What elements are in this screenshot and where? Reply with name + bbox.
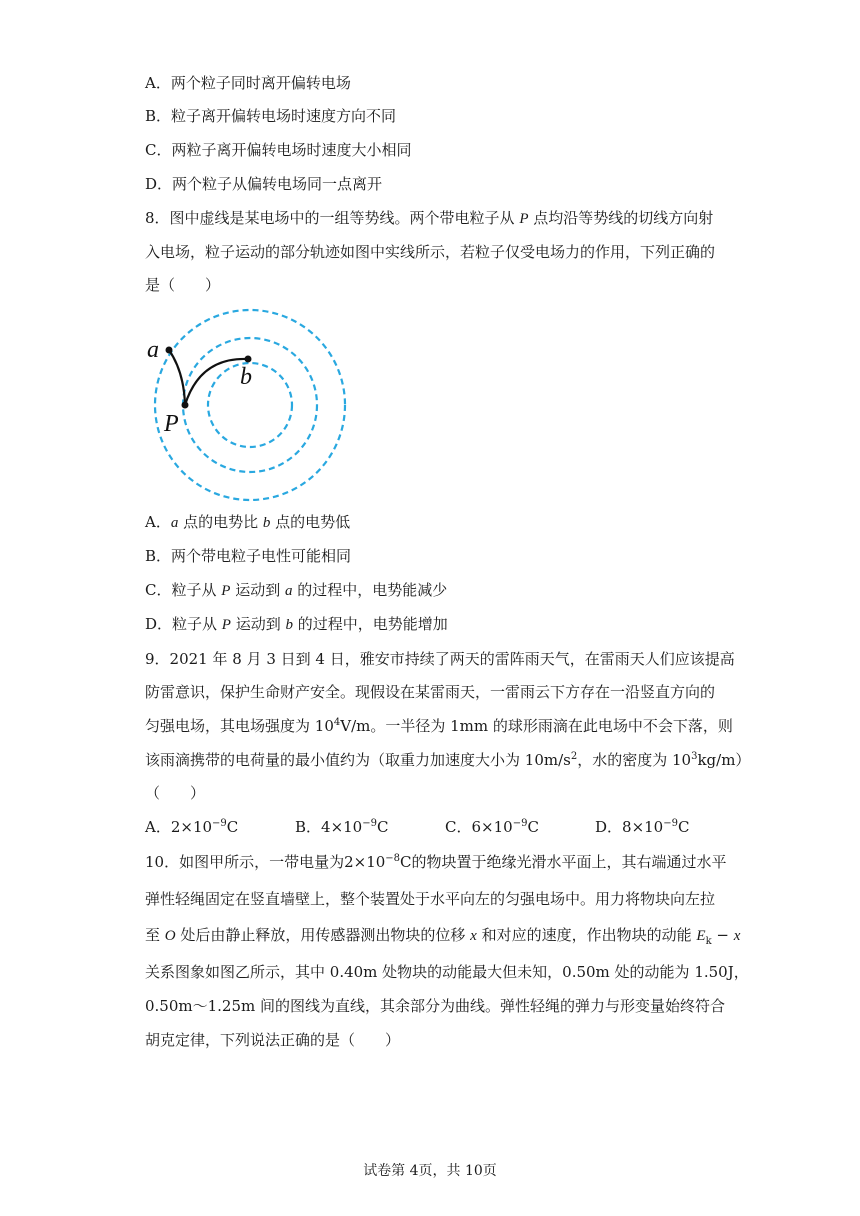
q7-option-a: A．两个粒子同时离开偏转电场 [145,74,351,92]
q8-stem-line2: 入电场，粒子运动的部分轨迹如图中实线所示，若粒子仅受电场力的作用，下列正确的 [145,243,716,261]
q10-stem-line2: 弹性轻绳固定在竖直墙壁上，整个装置处于水平向左的匀强电场中。用力将物块向左拉 [145,890,716,908]
page-footer: 试卷第 4页，共 10页 [363,1163,497,1179]
q7-option-c: C．两粒子离开偏转电场时速度大小相同 [145,141,412,159]
q9-option-b: B．$4\times 10^{-9}C$ [295,818,389,836]
label-p: P [164,411,179,437]
q9-stem-line3: 匀强电场，其电场强度为 $10^4V/m$。一半径为 1mm 的球形雨滴在此电场中不会下落，则 [145,717,733,735]
q9-stem-line5: （ ） [145,784,206,802]
q10-stem-line1: 10．如图甲所示，一带电量为$2\times 10^{-8}C$的物块置于绝缘光滑水平面上，其右端通过水平 [145,853,727,871]
q8-stem-line1: 8．图中虚线是某电场中的一组等势线。两个带电粒子从 P 点均沿等势线的切线方向射 [145,209,714,227]
q8-option-a: A．a 点的电势比 b 点的电势低 [145,513,351,531]
label-b: b [240,364,252,390]
q8-option-d: D．粒子从 P 运动到 b 的过程中，电势能增加 [145,615,448,633]
q10-stem-line5: 0.50m～1.25m 间的图线为直线，其余部分为曲线。弹性轻绳的弹力与形变量始终符合 [145,997,726,1015]
label-a: a [147,337,159,363]
q7-option-b: B．粒子离开偏转电场时速度方向不同 [145,107,397,125]
q8-option-b: B．两个带电粒子电性可能相同 [145,547,352,565]
q10-stem-line4: 关系图象如图乙所示，其中 0.40m 处物块的动能最大但未知，0.50m 处的动能为 1.50J， [145,963,749,981]
q10-stem-line3: 至 O 处后由静止释放，用传感器测出物块的位移 x 和对应的速度，作出物块的动能 $E_k - x$ [145,926,741,947]
q10-stem-line6: 胡克定律，下列说法正确的是（ ） [145,1031,401,1049]
q9-option-a: A．$2\times 10^{-9}C$ [145,818,239,836]
q9-option-d: D．$8\times 10^{-9}C$ [595,818,690,836]
q9-stem-line2: 防雷意识，保护生命财产安全。现假设在某雷雨天，一雷雨云下方存在一沿竖直方向的 [145,683,716,701]
q7-option-d: D．两个粒子从偏转电场同一点离开 [145,175,383,193]
trajectory-to-a [169,350,185,405]
equipotential-figure [140,300,370,505]
q8-option-c: C．粒子从 P 运动到 a 的过程中，电势能减少 [145,581,448,599]
q9-stem-line4: 该雨滴携带的电荷量的最小值约为（取重力加速度大小为 $10m/s^2$，水的密度为 $10^3kg/m$） [145,751,751,769]
point-b [245,356,252,363]
q8-stem-line3: 是（ ） [145,276,221,294]
q9-stem-line1: 9．2021 年 8 月 3 日到 4 日，雅安市持续了两天的雷阵雨天气，在雷雨天人们应该提高 [145,650,735,668]
q9-option-c: C．$6\times 10^{-9}C$ [445,818,539,836]
point-a [166,347,173,354]
point-p [182,402,189,409]
